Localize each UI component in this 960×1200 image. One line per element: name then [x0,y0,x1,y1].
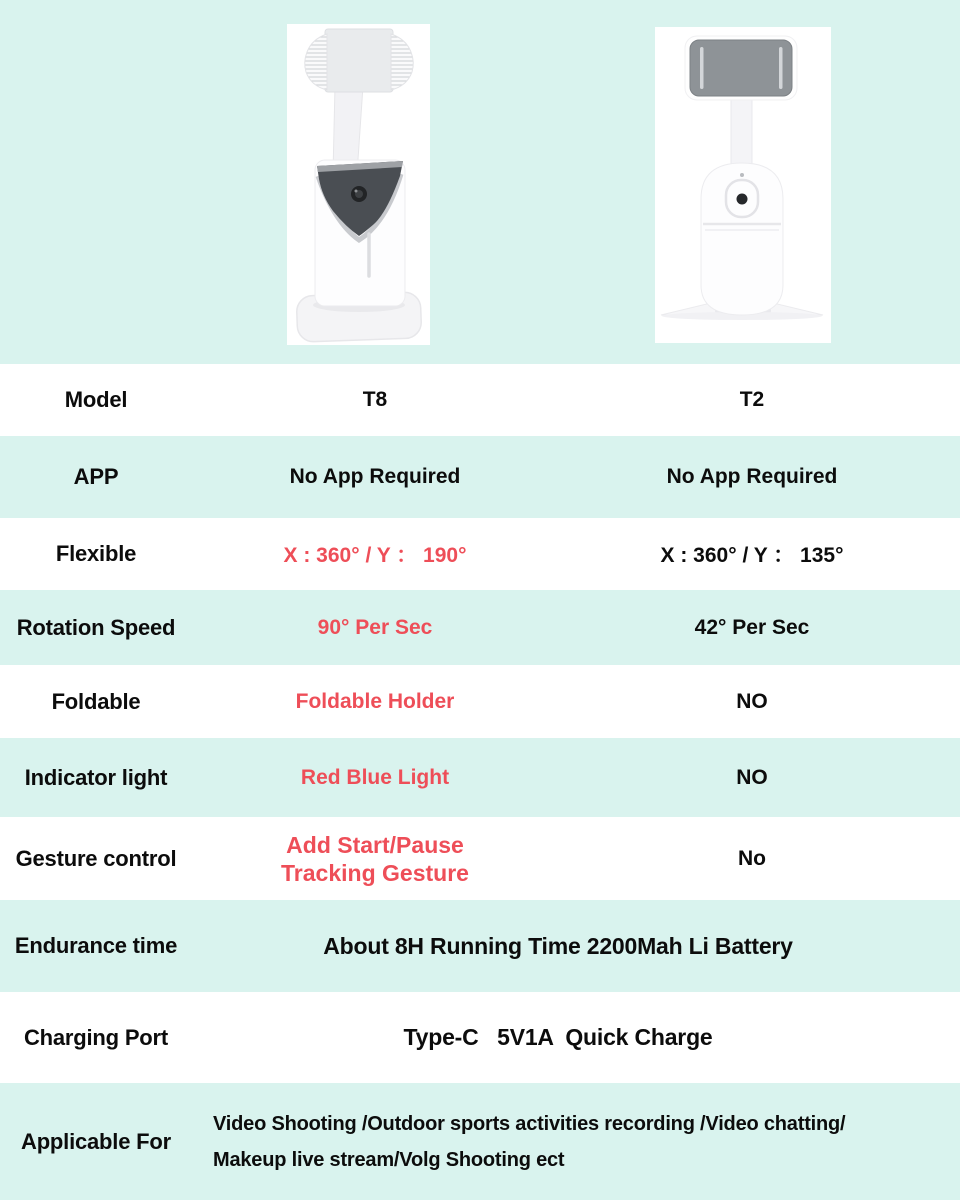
t2-product-image [655,27,831,343]
row-label-app: APP [73,464,119,489]
row-label-foldable: Foldable [51,688,141,714]
row-foldable [0,665,960,738]
row-app [0,436,960,518]
gesture-t8-line2: Tracking Gesture [281,859,469,886]
row-label-applicable-for: Applicable For [21,1128,171,1154]
gesture-t8-line1: Add Start/Pause [286,831,464,858]
foldable-t2-value: NO [736,689,768,713]
t2-product-illustration [655,27,831,343]
model-t8-value: T8 [362,388,388,411]
row-label-charging-port: Charging Port [23,1024,169,1050]
row-label-rotation-speed: Rotation Speed [16,614,176,640]
row-model [0,364,960,436]
row-label-model: Model [64,387,128,412]
gesture-t8-value [192,817,558,900]
t8-product-image [287,24,430,345]
applicable-for-line2: Makeup live stream/Volg Shooting ect [213,1148,565,1171]
app-t2-value: No App Required [666,465,838,488]
gesture-t2-value: No [738,846,766,870]
t8-product-illustration [287,24,430,345]
charging-port-value: Type-C 5V1A Quick Charge [403,1024,713,1050]
rotation-t8-value: 90° Per Sec [317,615,433,639]
row-label-indicator-light: Indicator light [24,764,168,790]
row-charging-port [0,992,960,1083]
applicable-for-line1: Video Shooting /Outdoor sports activities recording /Video chatting/ [213,1112,846,1135]
row-label-gesture-control: Gesture control [15,845,177,871]
applicable-for-value [192,1083,960,1200]
row-rotation-speed [0,590,960,665]
flexible-t2-value: X : 360° / Y ： 135° [660,544,844,567]
model-t2-value: T2 [739,388,765,411]
rotation-t2-value: 42° Per Sec [694,615,810,639]
row-applicable-for [0,1083,960,1200]
endurance-value: About 8H Running Time 2200Mah Li Battery [323,932,793,959]
indicator-t8-value: Red Blue Light [300,765,450,789]
row-label-endurance-time: Endurance time [14,933,178,958]
flexible-t8-value: X : 360° / Y ： 190° [283,544,467,567]
row-endurance-time [0,900,960,992]
row-indicator-light [0,738,960,817]
indicator-t2-value: NO [736,765,768,789]
app-t8-value: No App Required [289,465,461,488]
product-hero [0,0,960,364]
row-gesture-control [0,817,960,900]
row-flexible [0,518,960,590]
row-label-flexible: Flexible [55,541,137,566]
foldable-t8-value: Foldable Holder [295,689,455,713]
